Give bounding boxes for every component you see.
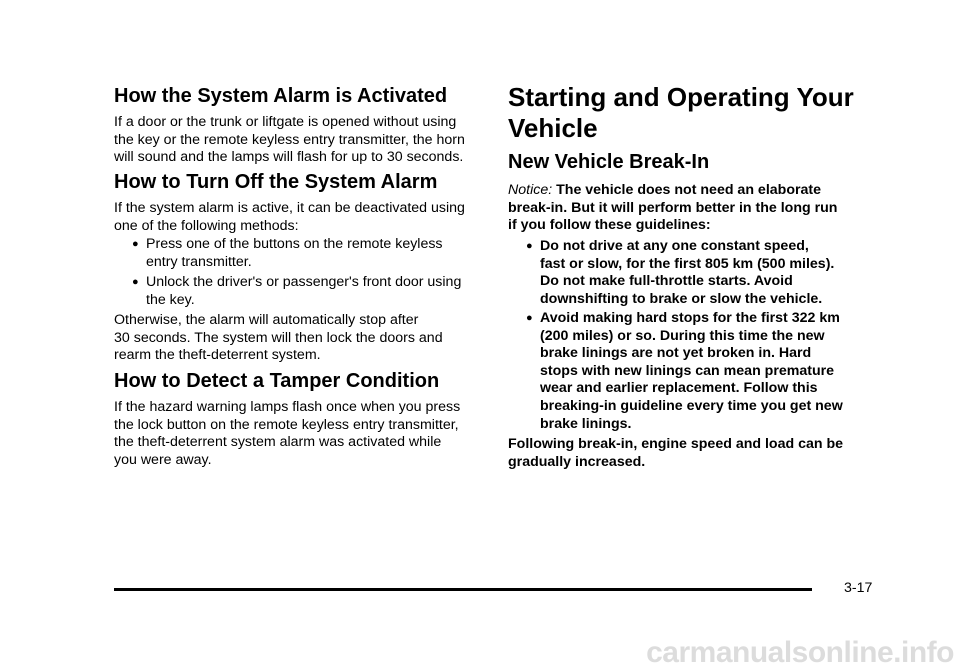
section-title (508, 82, 854, 144)
text-line: brake linings are not yet broken in. Hard (540, 345, 812, 362)
bullet-text (146, 236, 480, 271)
text-line: if you follow these guidelines: (508, 217, 711, 234)
paragraph-turn-off-outro (114, 312, 443, 365)
paragraph-turn-off-intro (114, 200, 465, 235)
bullet-icon: ● (526, 312, 533, 324)
text-line: break-in. But it will perform better in the long run (508, 199, 838, 216)
text-line: (200 miles) or so. During this time the new (540, 327, 825, 344)
text-line: wear and earlier replacement. Follow this (540, 380, 818, 397)
text-line: downshifting to brake or slow the vehicle. (540, 290, 823, 307)
text-line: entry transmitter. (146, 253, 252, 270)
bullet-icon: ● (526, 240, 533, 252)
bullet-icon: ● (132, 238, 139, 250)
text-line: the lock button on the remote keyless entry transmitter, (114, 416, 459, 433)
text-line: brake linings. (540, 415, 632, 432)
title-line: Vehicle (508, 113, 598, 143)
text-line: If the hazard warning lamps flash once when you press (114, 399, 461, 415)
text-line: stops with new linings can mean premature (540, 362, 835, 379)
bullet-text (146, 274, 480, 309)
notice-text: The vehicle does not need an elaborate (556, 182, 822, 198)
text-line: rearm the theft-deterrent system. (114, 347, 321, 364)
heading-turn-off-alarm: How to Turn Off the System Alarm (114, 171, 438, 193)
text-line: Press one of the buttons on the remote keyless (146, 236, 443, 252)
text-line: gradually increased. (508, 453, 646, 470)
text-line: Unlock the driver's or passenger's front door using (146, 274, 462, 290)
text-line: Do not make full-throttle starts. Avoid (540, 273, 793, 290)
text-line: fast or slow, for the first 805 km (500 miles). (540, 255, 835, 272)
text-line: breaking-in guideline every time you get new (540, 397, 843, 414)
heading-tamper-condition: How to Detect a Tamper Condition (114, 370, 440, 392)
watermark: carmanualsonline.info (646, 636, 954, 669)
heading-break-in: New Vehicle Break-In (508, 151, 710, 173)
text-line: the key. (146, 291, 195, 308)
text-line: the theft-deterrent system alarm was activated while (114, 434, 442, 451)
notice-paragraph (508, 182, 837, 235)
heading-alarm-activated: How the System Alarm is Activated (114, 85, 448, 107)
bullet-text (540, 310, 874, 433)
title-line: Starting and Operating Your (508, 82, 854, 112)
notice-label: Notice: (508, 182, 553, 198)
text-line: Do not drive at any one constant speed, (540, 238, 809, 254)
text-line (508, 182, 837, 200)
text-line: If the system alarm is active, it can be deactivated using (114, 200, 465, 216)
page-number: 3-17 (844, 580, 873, 596)
text-line: will sound and the lamps will flash for up to 30 seconds. (114, 149, 464, 166)
text-line: the key or the remote keyless entry transmitter, the horn (114, 131, 465, 148)
text-line: 30 seconds. The system will then lock the doors and (114, 329, 443, 346)
text-line: If a door or the trunk or liftgate is opened without using (114, 114, 457, 130)
bullet-text (540, 238, 874, 308)
paragraph-closing (508, 436, 843, 471)
paragraph-alarm-activated (114, 114, 465, 167)
footer-rule (114, 588, 812, 591)
text-line: one of the following methods: (114, 217, 299, 234)
text-line: you were away. (114, 451, 212, 468)
text-line: Otherwise, the alarm will automatically stop after (114, 312, 419, 328)
paragraph-tamper (114, 399, 460, 469)
text-line: Avoid making hard stops for the first 322 km (540, 310, 840, 326)
text-line: Following break-in, engine speed and load can be (508, 436, 844, 452)
bullet-icon: ● (132, 276, 139, 288)
